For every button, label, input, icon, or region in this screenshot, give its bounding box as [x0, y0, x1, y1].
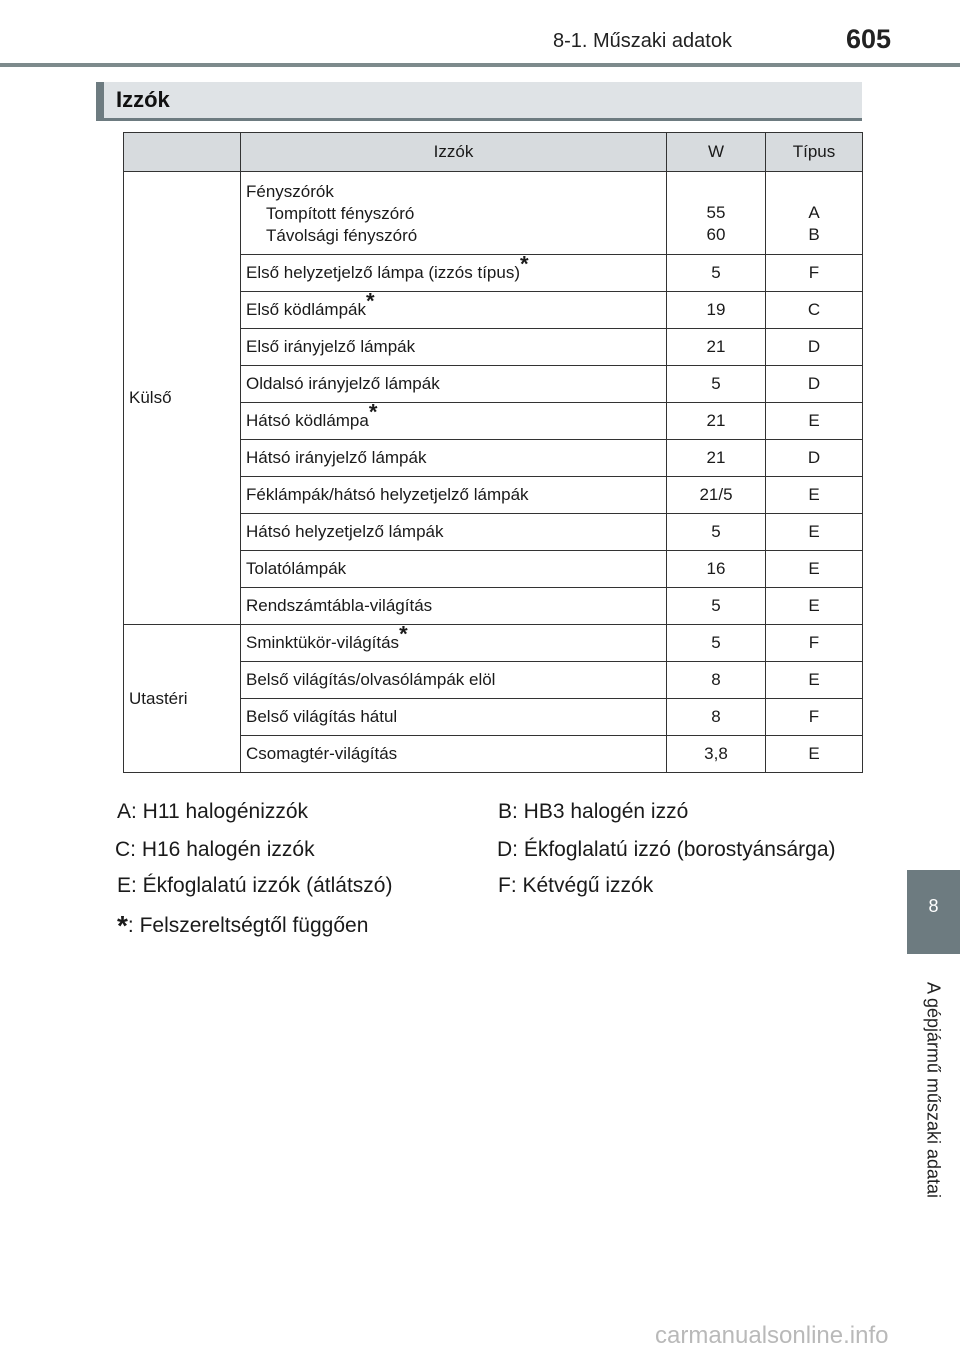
- type-value: B: [808, 225, 820, 244]
- page-header-title: 8-1. Műszaki adatok: [553, 30, 732, 52]
- legend-b: B: HB3 halogén izzó: [498, 800, 689, 823]
- bulb-name-cell: Belső világítás/olvasólámpák elöl: [241, 662, 667, 699]
- type-cell: F: [766, 255, 863, 292]
- type-cell: E: [766, 736, 863, 773]
- table-row: [124, 172, 863, 255]
- bulb-name-cell: Hátsó helyzetjelző lámpák: [241, 514, 667, 551]
- legend-d: D: Ékfoglalatú izzó (borostyánsárga): [497, 838, 836, 861]
- bulb-name-cell: Hátsó irányjelző lámpák: [241, 440, 667, 477]
- bulb-table: [123, 132, 863, 773]
- header-cell-bulbs: Izzók: [241, 133, 667, 172]
- type-cell: F: [766, 699, 863, 736]
- watt-cell: 3,8: [667, 736, 766, 773]
- chapter-number: 8: [928, 896, 939, 916]
- bulb-name: Első ködlámpák: [246, 300, 367, 319]
- footnote: [117, 910, 368, 942]
- watermark: carmanualsonline.info: [655, 1322, 889, 1349]
- table-row: [124, 625, 863, 662]
- footnote-star: *: [520, 251, 529, 277]
- footnote-star: *: [366, 288, 375, 314]
- bulb-name-cell: Belső világítás hátul: [241, 699, 667, 736]
- type-cell: D: [766, 440, 863, 477]
- watt-cell: 5: [667, 255, 766, 292]
- page-number: 605: [846, 24, 892, 54]
- section-title: Izzók: [116, 87, 170, 112]
- footnote-text: : Felszereltségtől függően: [127, 914, 369, 937]
- bulb-subname: Távolsági fényszóró: [266, 226, 418, 245]
- type-cell: E: [766, 662, 863, 699]
- bulb-name-cell: Féklámpák/hátsó helyzetjelző lámpák: [241, 477, 667, 514]
- type-cell: E: [766, 551, 863, 588]
- type-cell: D: [766, 329, 863, 366]
- table-header-row: [124, 133, 863, 172]
- bulb-name: Hátsó ködlámpa: [246, 411, 369, 430]
- bulb-name-cell: [241, 621, 667, 662]
- bulb-name-cell: [241, 399, 667, 440]
- watt-cell: 21/5: [667, 477, 766, 514]
- legend-f: F: Kétvégű izzók: [498, 874, 654, 897]
- bulb-name-cell: Első irányjelző lámpák: [241, 329, 667, 366]
- type-cell: E: [766, 588, 863, 625]
- bulb-name-cell: [241, 172, 667, 255]
- bulb-name-cell: [241, 251, 667, 292]
- type-cell: E: [766, 514, 863, 551]
- chapter-label: A gépjármű műszaki adatai: [923, 981, 944, 1199]
- watt-cell: 19: [667, 292, 766, 329]
- watt-cell: 8: [667, 699, 766, 736]
- section-accent: [96, 82, 104, 118]
- watt-cell: 16: [667, 551, 766, 588]
- watt-cell: 5: [667, 366, 766, 403]
- footnote-star: *: [368, 399, 378, 425]
- bulb-name: Első helyzetjelző lámpa (izzós típus): [246, 263, 521, 282]
- header-cell-watt: W: [667, 133, 766, 172]
- bulb-name-cell: Oldalsó irányjelző lámpák: [241, 366, 667, 403]
- watt-cell: 5: [667, 625, 766, 662]
- watt-cell: 8: [667, 662, 766, 699]
- watt-cell: 5: [667, 514, 766, 551]
- type-value: A: [808, 203, 820, 222]
- header-cell-type: Típus: [766, 133, 863, 172]
- section-heading-bar: [96, 82, 862, 121]
- legend-a: A: H11 halogénizzók: [117, 800, 309, 823]
- legend-e: E: Ékfoglalatú izzók (átlátszó): [117, 874, 393, 897]
- type-cell: [766, 172, 863, 255]
- bulb-subname: Tompított fényszóró: [266, 204, 415, 223]
- bulb-name-cell: Csomagtér-világítás: [241, 736, 667, 773]
- type-cell: D: [766, 366, 863, 403]
- watt-cell: 21: [667, 329, 766, 366]
- group-label-interior: Utastéri: [124, 625, 241, 773]
- watt-value: 60: [706, 225, 726, 244]
- header-rule: [0, 63, 960, 67]
- bulb-name-cell: Rendszámtábla-világítás: [241, 588, 667, 625]
- watt-cell: 21: [667, 440, 766, 477]
- bulb-name: Fényszórók: [246, 182, 334, 201]
- group-label-exterior: Külső: [124, 172, 241, 625]
- legend-c: C: H16 halogén izzók: [115, 838, 315, 861]
- type-cell: E: [766, 403, 863, 440]
- watt-cell: [667, 172, 766, 255]
- bulb-name: Sminktükör-világítás: [246, 633, 400, 652]
- watt-cell: 21: [667, 403, 766, 440]
- footnote-star: *: [399, 621, 408, 647]
- bulb-name-cell: Tolatólámpák: [241, 551, 667, 588]
- type-cell: C: [766, 292, 863, 329]
- chapter-tab: [907, 870, 960, 954]
- footnote-star: *: [117, 910, 128, 941]
- type-cell: F: [766, 625, 863, 662]
- type-cell: E: [766, 477, 863, 514]
- header-cell-group: [124, 133, 241, 172]
- watt-cell: 5: [667, 588, 766, 625]
- bulb-name-cell: [241, 288, 667, 329]
- watt-value: 55: [706, 203, 726, 222]
